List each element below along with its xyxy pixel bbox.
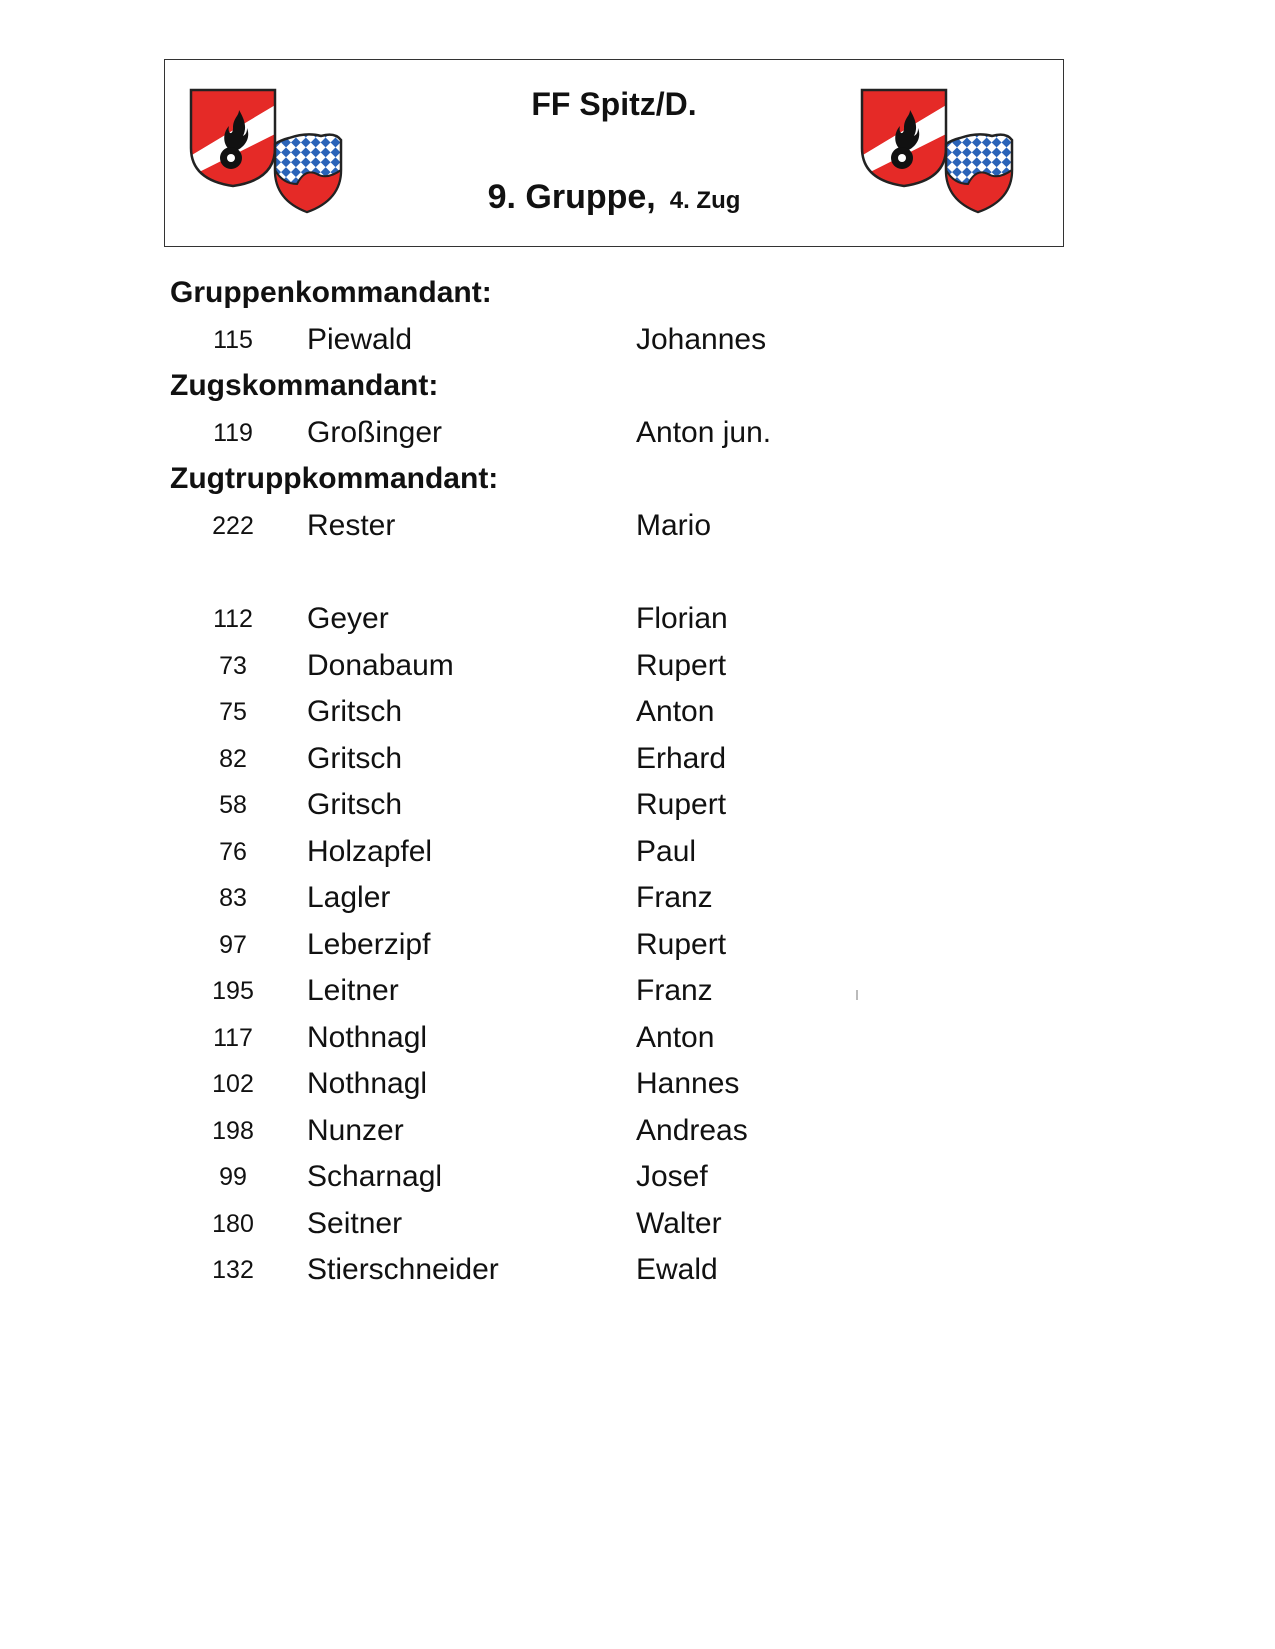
stray-mark xyxy=(856,990,858,1000)
member-number: 117 xyxy=(213,1023,253,1052)
header-box xyxy=(164,59,1064,247)
member-last-name: Nothnagl xyxy=(307,1020,428,1054)
member-last-name: Geyer xyxy=(307,602,389,635)
member-first-name: Anton jun. xyxy=(636,416,772,449)
member-last-name: Stierschneider xyxy=(307,1253,499,1286)
member-last-name: Leberzipf xyxy=(307,927,431,961)
member-last-name: Rester xyxy=(307,509,396,542)
commander-row xyxy=(0,508,1275,544)
member-number: 58 xyxy=(219,791,247,819)
member-number: 102 xyxy=(212,1070,254,1098)
member-row xyxy=(0,1159,1275,1195)
member-row xyxy=(0,1066,1275,1102)
section-heading-gruppenkommandant: Gruppenkommandant: xyxy=(170,276,492,309)
member-number: 112 xyxy=(213,605,253,633)
member-last-name: Gritsch xyxy=(307,695,403,728)
member-row xyxy=(0,601,1275,637)
member-first-name: Josef xyxy=(636,1160,708,1193)
member-last-name: Nunzer xyxy=(307,1113,404,1147)
member-row xyxy=(0,1113,1275,1149)
member-number: 97 xyxy=(219,930,247,959)
member-number: 83 xyxy=(219,884,247,912)
member-last-name: Lagler xyxy=(307,881,391,914)
member-last-name: Nothnagl xyxy=(307,1067,428,1100)
member-number: 76 xyxy=(219,837,247,866)
member-first-name: Florian xyxy=(636,602,728,635)
member-row xyxy=(0,1020,1275,1056)
member-last-name: Gritsch xyxy=(307,741,403,775)
member-row xyxy=(0,834,1275,870)
member-last-name: Seitner xyxy=(307,1206,403,1240)
member-row xyxy=(0,1252,1275,1288)
member-number: 198 xyxy=(212,1116,254,1145)
member-last-name: Großinger xyxy=(307,416,443,449)
member-row xyxy=(0,927,1275,963)
member-first-name: Hannes xyxy=(636,1067,740,1100)
member-first-name: Mario xyxy=(636,509,712,542)
member-first-name: Walter xyxy=(636,1206,722,1240)
member-first-name: Ewald xyxy=(636,1253,718,1286)
member-row xyxy=(0,1206,1275,1242)
member-last-name: Donabaum xyxy=(307,648,454,682)
platoon-label: 4. Zug xyxy=(669,187,741,214)
member-row xyxy=(0,694,1275,730)
page-title: FF Spitz/D. xyxy=(531,86,697,122)
member-first-name: Rupert xyxy=(636,788,727,821)
member-number: 99 xyxy=(219,1163,247,1191)
member-row xyxy=(0,787,1275,823)
group-label: 9. Gruppe, xyxy=(487,178,656,216)
commander-row xyxy=(0,415,1275,451)
member-row xyxy=(0,648,1275,684)
member-first-name: Rupert xyxy=(636,927,727,961)
member-last-name: Holzapfel xyxy=(307,834,433,868)
member-last-name: Gritsch xyxy=(307,788,403,821)
member-number: 82 xyxy=(219,744,247,773)
member-number: 222 xyxy=(212,512,254,540)
member-last-name: Piewald xyxy=(307,323,413,356)
member-number: 180 xyxy=(212,1209,254,1238)
fire-brigade-emblem-icon xyxy=(858,88,1018,228)
member-first-name: Andreas xyxy=(636,1113,748,1147)
member-first-name: Johannes xyxy=(636,323,767,356)
member-number: 73 xyxy=(219,651,247,680)
member-last-name: Scharnagl xyxy=(307,1160,443,1193)
member-first-name: Rupert xyxy=(636,648,727,682)
member-first-name: Franz xyxy=(636,974,713,1007)
member-number: 119 xyxy=(213,419,253,447)
member-first-name: Anton xyxy=(636,1020,715,1054)
section-heading-zugskommandant: Zugskommandant: xyxy=(170,369,439,402)
section-heading-zugtruppkommandant: Zugtruppkommandant: xyxy=(170,462,499,495)
member-last-name: Leitner xyxy=(307,974,399,1007)
member-row xyxy=(0,880,1275,916)
member-number: 132 xyxy=(212,1256,254,1284)
member-number: 115 xyxy=(213,326,253,354)
commander-row xyxy=(0,322,1275,358)
member-number: 75 xyxy=(219,698,247,726)
member-row xyxy=(0,741,1275,777)
member-first-name: Anton xyxy=(636,695,715,728)
member-first-name: Erhard xyxy=(636,741,727,775)
member-first-name: Franz xyxy=(636,881,713,914)
member-number: 195 xyxy=(212,977,254,1005)
member-first-name: Paul xyxy=(636,834,697,868)
member-row xyxy=(0,973,1275,1009)
